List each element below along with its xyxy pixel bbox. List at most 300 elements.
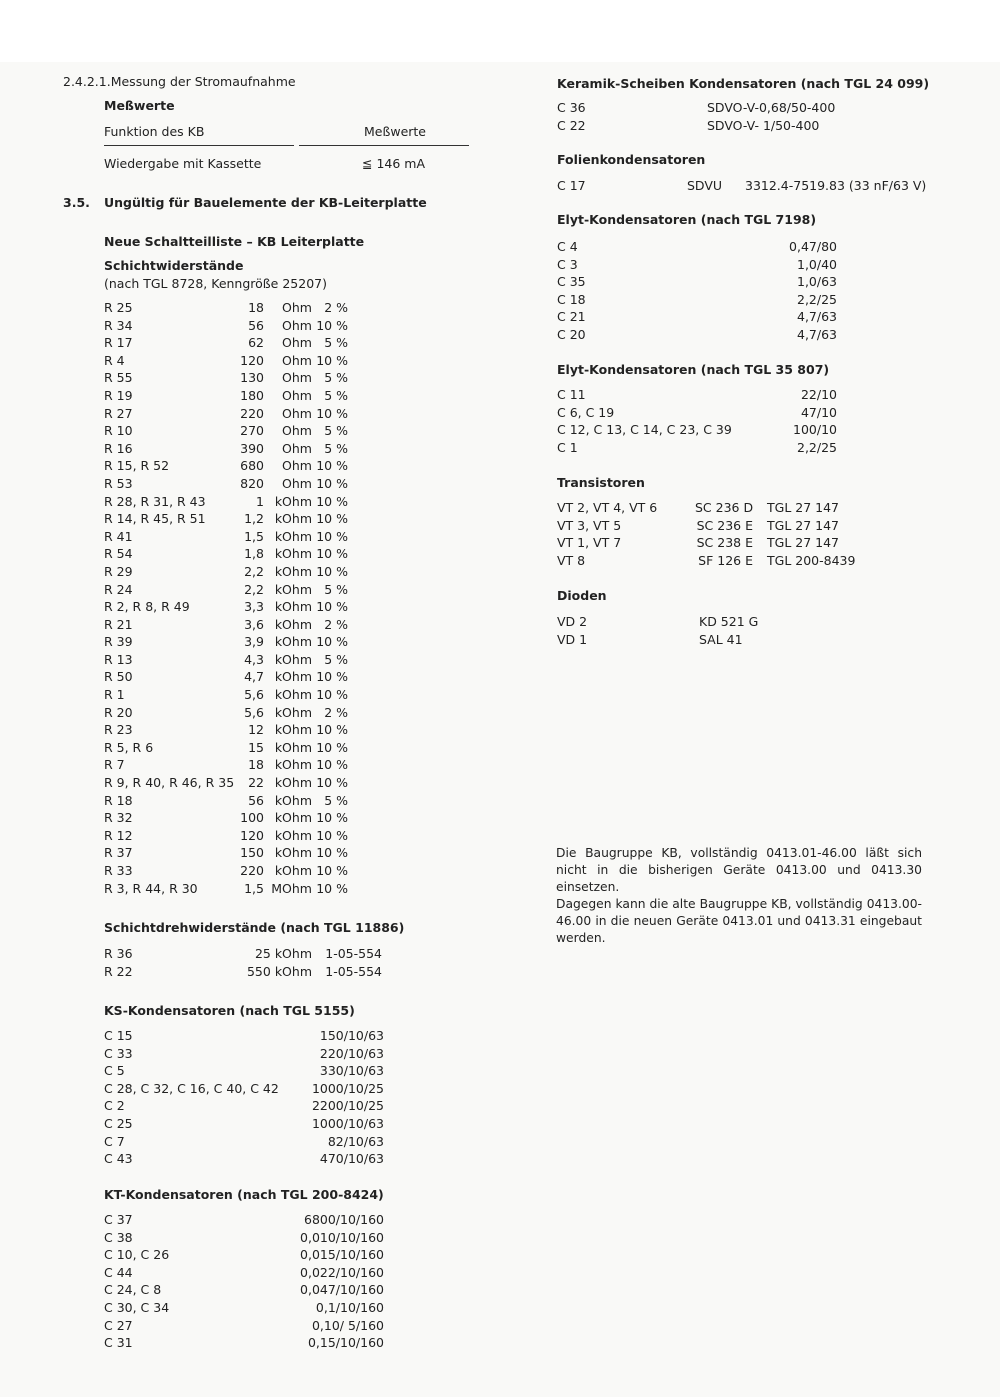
component-id: C 31: [104, 1335, 133, 1351]
component-id: VT 1, VT 7: [557, 535, 622, 551]
component-id: R 12: [104, 827, 133, 843]
list-item: [104, 792, 354, 810]
resistance-unit: Ohm: [282, 405, 312, 421]
list-item: [557, 99, 857, 117]
resistance-value: 220: [240, 863, 264, 878]
list-item: [104, 1027, 394, 1045]
component-value: 470/10/63: [319, 1151, 384, 1167]
component-id: R 37: [104, 845, 133, 861]
resistance-value: 120: [240, 827, 264, 843]
page-top-margin: [0, 0, 1000, 62]
component-id: C 15: [104, 1028, 133, 1043]
resistance-unit: Ohm: [282, 352, 312, 368]
list-item: [104, 945, 394, 963]
kt-kondensator-list: [104, 1211, 394, 1352]
resistance-unit: kOhm: [274, 757, 312, 773]
table-rule-left: [104, 145, 294, 146]
component-id: R 19: [104, 387, 133, 403]
transistor-type: SC 236 D: [695, 500, 754, 515]
component-id: C 28, C 32, C 16, C 40, C 42: [104, 1080, 279, 1096]
component-id: R 3, R 44, R 30: [104, 880, 198, 896]
tolerance: 10 %: [316, 810, 348, 826]
table-row-value: ≦ 146 mA: [362, 156, 426, 171]
dioden-title: Dioden: [557, 588, 607, 603]
resistance-unit: kOhm: [274, 704, 312, 720]
component-value: 4,7/63: [797, 326, 837, 342]
resistance-unit: kOhm: [274, 511, 312, 527]
component-id: C 21: [557, 309, 586, 325]
component-id: C 5: [104, 1063, 125, 1079]
note-paragraph-2: Dagegen kann die alte Baugruppe KB, vollständig 0413.00-46.00 in die neuen Geräte 0413.01 und 0413.31 eingebaut werden.: [556, 897, 922, 945]
list-item: [104, 1062, 394, 1080]
list-item: [104, 369, 354, 387]
tgl-standard: TGL 27 147: [767, 517, 839, 533]
list-item: [104, 563, 354, 581]
resistance-value: 820: [240, 475, 264, 491]
resistance-unit: Ohm: [282, 370, 312, 386]
resistance-value: 680: [240, 458, 264, 474]
list-item: [104, 1317, 394, 1335]
tolerance: 10 %: [316, 546, 348, 562]
transistor-type: SF 126 E: [698, 552, 753, 568]
component-value: 0,47/80: [789, 239, 837, 254]
folien-row: [557, 177, 927, 195]
resistance-value: 120: [240, 352, 264, 368]
list-item: [557, 291, 839, 309]
component-id: R 17: [104, 335, 133, 351]
resistance-value: 2,2: [244, 563, 264, 579]
list-item: [104, 668, 354, 686]
component-value: 0,15/10/160: [307, 1335, 384, 1351]
list-item: [104, 774, 354, 792]
component-id: C 37: [104, 1212, 133, 1227]
tolerance: 10 %: [316, 634, 348, 650]
component-value: 1000/10/25: [311, 1080, 384, 1096]
component-id: R 2, R 8, R 49: [104, 599, 190, 615]
list-item: [104, 963, 394, 981]
component-id: C 36: [557, 100, 586, 115]
resistance-value: 3,9: [244, 634, 264, 650]
component-id: C 3: [557, 256, 578, 272]
list-item: [104, 633, 354, 651]
resistance-unit: MOhm: [271, 880, 312, 896]
schichtwiderstaende-title: Schichtwiderstände: [104, 258, 244, 273]
component-id: C 18: [557, 291, 586, 307]
resistance-unit: kOhm: [274, 634, 312, 650]
list-item: [104, 510, 354, 528]
list-item: [557, 534, 857, 552]
list-item: [557, 273, 839, 291]
list-item: [104, 862, 354, 880]
resistance-unit: kOhm: [274, 863, 312, 878]
resistance-unit: Ohm: [282, 335, 312, 351]
component-value: 0,10/ 5/160: [311, 1317, 384, 1333]
list-item: [104, 528, 354, 546]
component-value: 6800/10/160: [304, 1212, 384, 1227]
list-item: [104, 457, 354, 475]
component-value: 150/10/63: [319, 1028, 384, 1043]
resistance-unit: kOhm: [274, 775, 312, 791]
component-id: C 7: [104, 1133, 125, 1149]
resistance-unit: Ohm: [282, 475, 312, 491]
tolerance: 10 %: [316, 687, 348, 703]
tgl-standard: TGL 200-8439: [767, 552, 856, 568]
list-item: [104, 598, 354, 616]
neue-schaltteilliste-title: Neue Schaltteilliste – KB Leiterplatte: [104, 234, 365, 249]
list-item: [557, 421, 839, 439]
component-value: 100/10: [793, 422, 837, 438]
transistoren-title: Transistoren: [557, 475, 645, 490]
list-item: [104, 827, 354, 845]
list-item: [104, 1150, 394, 1168]
folien-id: C 17: [557, 178, 586, 193]
component-id: C 10, C 26: [104, 1247, 170, 1263]
tolerance: 10 %: [316, 863, 348, 878]
folien-value: 3312.4-7519.83 (33 nF/63 V): [745, 178, 927, 193]
resistance-unit: Ohm: [282, 458, 312, 474]
resistance-value: 270: [240, 423, 264, 439]
component-id: R 53: [104, 475, 133, 491]
list-item: [104, 352, 354, 370]
folien-title: Folienkondensatoren: [557, 152, 706, 167]
list-item: [104, 721, 354, 739]
tolerance: 10 %: [316, 880, 348, 896]
section-35-number: 3.5.: [63, 195, 90, 210]
dioden-list: [557, 613, 807, 648]
list-item: [104, 422, 354, 440]
resistance-value: 3,3: [244, 599, 264, 615]
component-value: 2,2/25: [797, 439, 837, 455]
list-item: [557, 517, 857, 535]
resistance-unit: Ohm: [282, 423, 312, 439]
resistance-value: 150: [240, 845, 264, 861]
component-id: R 13: [104, 651, 133, 667]
component-id: C 6, C 19: [557, 404, 615, 420]
section-2421-heading: 2.4.2.1.Messung der Stromaufnahme: [63, 74, 296, 89]
tolerance: 5 %: [324, 651, 348, 667]
folien-type: SDVU: [687, 178, 723, 193]
component-id: R 34: [104, 317, 133, 333]
tolerance: 5 %: [324, 387, 348, 403]
resistance-value: 56: [248, 317, 264, 333]
section-35-title: Ungültig für Bauelemente der KB-Leiterplatte: [104, 195, 427, 210]
component-id: C 38: [104, 1229, 133, 1245]
resistance-unit: kOhm: [274, 687, 312, 703]
component-id: C 11: [557, 387, 586, 402]
tolerance: 10 %: [316, 511, 348, 527]
resistance-value: 18: [248, 757, 264, 773]
resistance-value: 22: [248, 775, 264, 791]
list-item: [104, 581, 354, 599]
component-id: C 24, C 8: [104, 1282, 162, 1298]
list-item: [557, 499, 857, 517]
component-id: R 21: [104, 616, 133, 632]
component-id: C 33: [104, 1045, 133, 1061]
diode-type: KD 521 G: [699, 614, 759, 629]
component-value: 0,015/10/160: [300, 1247, 384, 1263]
transistor-type: SC 236 E: [696, 517, 753, 533]
tolerance: 5 %: [324, 423, 348, 439]
component-id: R 36: [104, 946, 133, 961]
component-id: C 43: [104, 1151, 133, 1167]
resistance-unit: kOhm: [274, 651, 312, 667]
resistance-value: 130: [240, 370, 264, 386]
resistance-unit: kOhm: [274, 810, 312, 826]
component-value: 2200/10/25: [311, 1098, 384, 1114]
component-id: R 1: [104, 687, 125, 703]
part-code: 1-05-554: [325, 946, 382, 961]
resistance-unit: kOhm: [274, 739, 312, 755]
component-value: 82/10/63: [327, 1133, 384, 1149]
component-value: 2,2/25: [797, 291, 837, 307]
list-item: [104, 334, 354, 352]
diode-type: SAL 41: [699, 631, 743, 647]
list-item: [104, 1281, 394, 1299]
component-value: 1,0/63: [797, 274, 837, 290]
keramik-list: [557, 99, 857, 134]
component-id: R 9, R 40, R 46, R 35: [104, 775, 235, 791]
drehwiderstand-list: [104, 945, 394, 980]
list-item: [104, 844, 354, 862]
component-id: R 55: [104, 370, 133, 386]
list-item: [104, 756, 354, 774]
resistance-value: 1,2: [244, 511, 264, 527]
component-value: 47/10: [800, 404, 837, 420]
component-id: C 4: [557, 239, 578, 254]
list-item: [104, 739, 354, 757]
list-item: [104, 1115, 394, 1133]
tgl-standard: TGL 27 147: [767, 500, 839, 515]
schichtwiderstaende-subtitle: (nach TGL 8728, Kenngröße 25207): [104, 276, 327, 291]
resistance-unit: kOhm: [274, 722, 312, 738]
list-item: [104, 299, 354, 317]
list-item: [104, 1211, 394, 1229]
list-item: [104, 1229, 394, 1247]
tolerance: 10 %: [316, 563, 348, 579]
list-item: [104, 475, 354, 493]
tolerance: 10 %: [316, 775, 348, 791]
component-value: SDVO-V- 1/50-400: [707, 117, 820, 133]
resistance-value: 18: [248, 300, 264, 315]
list-item: [104, 1133, 394, 1151]
list-item: [104, 1246, 394, 1264]
messwerte-heading: Meßwerte: [104, 98, 175, 113]
list-item: [104, 317, 354, 335]
component-id: C 1: [557, 439, 578, 455]
list-item: [104, 1299, 394, 1317]
resistance-value: 220: [240, 405, 264, 421]
list-item: [104, 616, 354, 634]
list-item: [104, 440, 354, 458]
component-id: R 16: [104, 440, 133, 456]
tolerance: 5 %: [324, 335, 348, 351]
resistance-unit: kOhm: [274, 669, 312, 685]
resistance-unit: Ohm: [282, 317, 312, 333]
list-item: [104, 1080, 394, 1098]
ks-kondensatoren-title: KS-Kondensatoren (nach TGL 5155): [104, 1003, 355, 1018]
component-id: R 33: [104, 863, 133, 878]
list-item: [557, 439, 839, 457]
list-item: [104, 651, 354, 669]
component-id: VT 8: [557, 552, 586, 568]
list-item: [104, 880, 354, 898]
resistance-value: 390: [240, 440, 264, 456]
component-id: C 25: [104, 1115, 133, 1131]
note-paragraph-1: Die Baugruppe KB, vollständig 0413.01-46.00 läßt sich nicht in die bisherigen Geräte 0413.00 und 0413.30 einsetzen.: [556, 846, 922, 894]
resistance-unit: kOhm: [274, 599, 312, 615]
tolerance: 10 %: [316, 352, 348, 368]
resistance-value: 3,6: [244, 616, 264, 632]
list-item: [557, 326, 839, 344]
tolerance: 2 %: [324, 616, 348, 632]
resistor-list: [104, 299, 354, 897]
resistance-unit: kOhm: [274, 493, 312, 509]
list-item: [557, 613, 807, 631]
transistor-list: [557, 499, 857, 569]
tolerance: 10 %: [316, 458, 348, 474]
table-col-function: Funktion des KB: [104, 124, 205, 139]
component-value: 1,0/40: [797, 256, 837, 272]
resistance-unit: kOhm: [274, 792, 312, 808]
resistance-unit: kOhm: [274, 546, 312, 562]
list-item: [557, 117, 857, 135]
resistance-unit: kOhm: [274, 616, 312, 632]
tolerance: 5 %: [324, 792, 348, 808]
resistance-unit: Ohm: [282, 387, 312, 403]
component-id: R 7: [104, 757, 125, 773]
tolerance: 10 %: [316, 528, 348, 544]
keramik-title: Keramik-Scheiben Kondensatoren (nach TGL 24 099): [557, 76, 930, 91]
component-id: VT 3, VT 5: [557, 517, 622, 533]
tolerance: 2 %: [324, 704, 348, 720]
component-id: R 15, R 52: [104, 458, 170, 474]
elyt-7198-title: Elyt-Kondensatoren (nach TGL 7198): [557, 212, 817, 227]
component-id: R 4: [104, 352, 125, 368]
resistance-value: 62: [248, 335, 264, 351]
list-item: [557, 238, 839, 256]
tolerance: 2 %: [324, 300, 348, 315]
tolerance: 10 %: [316, 722, 348, 738]
component-id: R 5, R 6: [104, 739, 154, 755]
component-id: C 35: [557, 274, 586, 290]
component-id: VD 1: [557, 631, 588, 647]
component-id: C 27: [104, 1317, 133, 1333]
part-code: 1-05-554: [325, 963, 382, 979]
component-id: R 20: [104, 704, 133, 720]
resistance-unit: kOhm: [274, 581, 312, 597]
table-col-values: Meßwerte: [364, 124, 426, 139]
tolerance: 10 %: [316, 739, 348, 755]
resistance-value: 100: [240, 810, 264, 826]
table-rule-right: [299, 145, 469, 146]
tolerance: 10 %: [316, 405, 348, 421]
resistance-unit: kOhm: [274, 827, 312, 843]
list-item: [104, 1264, 394, 1282]
list-item: [557, 386, 839, 404]
component-value: 0,047/10/160: [300, 1282, 384, 1298]
component-id: R 32: [104, 810, 133, 826]
resistance-unit: kOhm: [274, 528, 312, 544]
list-item: [104, 405, 354, 423]
list-item: [557, 308, 839, 326]
component-value: 22/10: [800, 387, 837, 402]
kt-kondensatoren-title: KT-Kondensatoren (nach TGL 200-8424): [104, 1187, 384, 1202]
resistance-value: 1,5: [244, 528, 264, 544]
elyt-35807-title: Elyt-Kondensatoren (nach TGL 35 807): [557, 362, 830, 377]
elyt-7198-list: [557, 238, 839, 344]
tolerance: 10 %: [316, 827, 348, 843]
resistance-value: 12: [248, 722, 264, 738]
component-value: 0,010/10/160: [300, 1229, 384, 1245]
component-value: 220/10/63: [319, 1045, 384, 1061]
component-id: R 41: [104, 528, 133, 544]
resistance-value: 4,3: [244, 651, 264, 667]
list-item: [104, 809, 354, 827]
resistance-value: 56: [248, 792, 264, 808]
component-id: R 10: [104, 423, 133, 439]
resistance-unit: Ohm: [282, 440, 312, 456]
resistance-value: 1,5: [244, 880, 264, 896]
component-id: R 18: [104, 792, 133, 808]
resistance-value: 2,2: [244, 581, 264, 597]
tolerance: 10 %: [316, 757, 348, 773]
list-item: [557, 631, 807, 649]
component-id: R 54: [104, 546, 133, 562]
tolerance: 10 %: [316, 845, 348, 861]
list-item: [104, 686, 354, 704]
resistance-unit: kOhm: [274, 563, 312, 579]
component-value: 1000/10/63: [311, 1115, 384, 1131]
resistance-value: 4,7: [244, 669, 264, 685]
component-id: VD 2: [557, 614, 588, 629]
resistance-value: 550 kOhm: [246, 963, 312, 979]
component-id: C 20: [557, 326, 586, 342]
resistance-value: 180: [240, 387, 264, 403]
component-id: C 44: [104, 1264, 133, 1280]
tolerance: 5 %: [324, 581, 348, 597]
resistance-value: 15: [248, 739, 264, 755]
table-row-function: Wiedergabe mit Kassette: [104, 156, 262, 171]
tolerance: 5 %: [324, 370, 348, 386]
ks-kondensator-list: [104, 1027, 394, 1168]
component-id: C 22: [557, 117, 586, 133]
component-id: R 27: [104, 405, 133, 421]
component-id: R 14, R 45, R 51: [104, 511, 206, 527]
list-item: [104, 1334, 394, 1352]
component-id: R 23: [104, 722, 133, 738]
transistor-type: SC 238 E: [696, 535, 753, 551]
list-item: [557, 404, 839, 422]
tolerance: 5 %: [324, 440, 348, 456]
component-id: C 12, C 13, C 14, C 23, C 39: [557, 422, 732, 438]
component-value: 0,1/10/160: [315, 1299, 384, 1315]
component-id: VT 2, VT 4, VT 6: [557, 500, 658, 515]
component-value: SDVO-V-0,68/50-400: [707, 100, 836, 115]
list-item: [104, 704, 354, 722]
list-item: [104, 545, 354, 563]
resistance-value: 5,6: [244, 687, 264, 703]
component-id: R 29: [104, 563, 133, 579]
resistance-unit: kOhm: [274, 845, 312, 861]
list-item: [104, 1045, 394, 1063]
component-id: C 30, C 34: [104, 1299, 170, 1315]
resistance-value: 1,8: [244, 546, 264, 562]
tolerance: 10 %: [316, 475, 348, 491]
component-value: 4,7/63: [797, 309, 837, 325]
list-item: [104, 387, 354, 405]
drehwiderstaende-title: Schichtdrehwiderstände (nach TGL 11886): [104, 920, 405, 935]
tolerance: 10 %: [316, 669, 348, 685]
